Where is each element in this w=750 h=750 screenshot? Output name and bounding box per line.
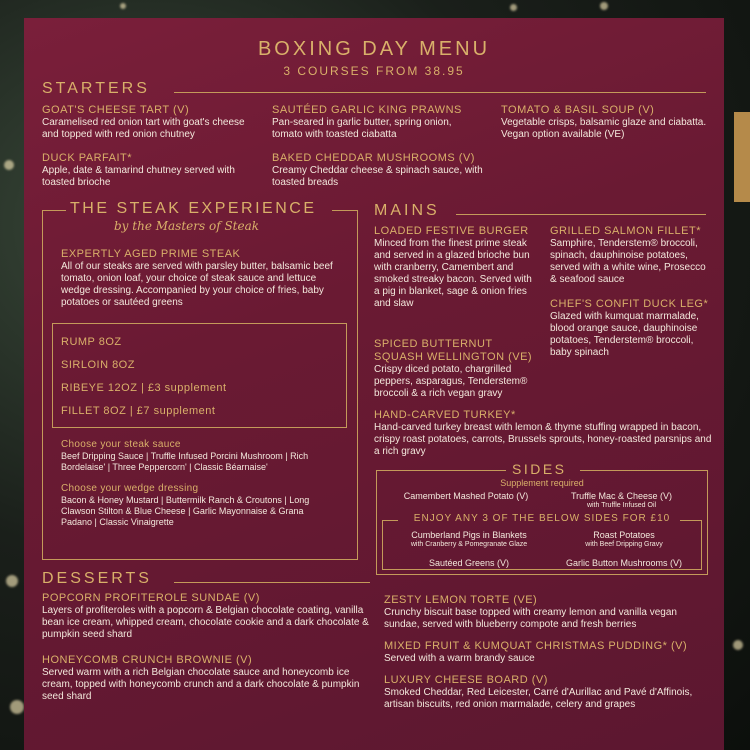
menu-title: BOXING DAY MENU <box>257 38 491 60</box>
mains-heading: MAINS <box>374 202 440 219</box>
dish-name: DUCK PARFAIT* <box>42 152 133 164</box>
steak-rule-left <box>42 210 66 211</box>
sides-offer: ENJOY ANY 3 OF THE BELOW SIDES FOR £10 <box>413 513 671 524</box>
dish-name: ZESTY LEMON TORTE (VE) <box>384 594 538 606</box>
steak-heading: THE STEAK EXPERIENCE <box>70 200 317 217</box>
starter-item <box>42 104 257 141</box>
main-item <box>550 225 710 286</box>
bokeh-light <box>4 160 14 170</box>
dessert-item <box>384 674 714 711</box>
menu-subtitle: 3 COURSES FROM 38.95 <box>283 64 465 78</box>
starter-item <box>501 104 713 141</box>
dish-name: CHEF'S CONFIT DUCK LEG* <box>550 298 709 310</box>
main-item <box>550 298 710 359</box>
starter-item <box>272 104 482 141</box>
dish-name: BAKED CHEDDAR MUSHROOMS (V) <box>272 152 475 164</box>
sauce-desc: Beef Dripping Sauce | Truffle Infused Porcini Mushroom | Rich Bordelaise' | Three Peppercorn' | Classic Béarnaise' <box>61 451 309 472</box>
dish-desc: Crispy diced potato, chargrilled peppers, asparagus, Tenderstem® broccoli & a rich vegan gravy <box>374 364 528 399</box>
steak-cut: RIBEYE 12OZ | £3 supplement <box>61 382 227 394</box>
mains-rule <box>456 214 706 215</box>
side-item <box>544 491 699 511</box>
dish-desc: All of our steaks are served with parsley butter, balsamic beef tomato, onion loaf, your choice of steak sauce and lettuce wedge dressing. Accompanied by your choice of fries, baby potatoes or sautéed greens <box>61 261 333 308</box>
dish-name: SPICED BUTTERNUT SQUASH WELLINGTON (VE) <box>374 338 533 363</box>
menu-card <box>24 18 724 750</box>
bokeh-light <box>733 640 743 650</box>
side-item <box>549 558 699 568</box>
bokeh-light <box>600 2 608 10</box>
dish-name: POPCORN PROFITEROLE SUNDAE (V) <box>42 592 260 604</box>
dessert-item <box>42 654 372 703</box>
main-item <box>374 409 714 458</box>
starter-item <box>42 152 242 189</box>
side-name: Roast Potatoes <box>593 530 655 540</box>
dish-desc: Crunchy biscuit base topped with creamy lemon and vanilla vegan sundae, served with blueberry compote and fresh berries <box>384 607 677 630</box>
dish-desc: Hand-carved turkey breast with lemon & thyme stuffing wrapped in bacon, crispy roast potatoes, carrots, Brussels sprouts, honey-roasted parsnips and a rich gravy <box>374 422 712 457</box>
dish-desc: Apple, date & tamarind chutney served with toasted brioche <box>42 165 235 188</box>
steak-item <box>61 248 346 309</box>
side-item <box>389 530 549 550</box>
dish-desc: Minced from the finest prime steak and served in a glazed brioche bun with cranberry, Camembert and smoked streaky bacon. Served with a pig in blanket, sage & onion fries and slaw <box>374 238 532 309</box>
dish-name: GRILLED SALMON FILLET* <box>550 225 701 237</box>
steak-cut: FILLET 8OZ | £7 supplement <box>61 405 216 417</box>
dessert-item <box>384 594 714 631</box>
dish-desc: Creamy Cheddar cheese & spinach sauce, with toasted breads <box>272 165 483 188</box>
bokeh-light <box>10 700 24 714</box>
dish-desc: Glazed with kumquat marmalade, blood orange sauce, dauphinoise potatoes, Tenderstem® broccoli, baby spinach <box>550 311 699 358</box>
side-name: Truffle Mac & Cheese (V) <box>570 491 673 501</box>
dish-name: MIXED FRUIT & KUMQUAT CHRISTMAS PUDDING* (V) <box>384 640 688 652</box>
bokeh-light <box>510 4 517 11</box>
side-name: Cumberland Pigs in Blankets <box>411 530 527 540</box>
steak-cut: SIRLOIN 8OZ <box>61 359 135 371</box>
side-sub: with Cranberry & Pomegranate Glaze <box>410 541 528 548</box>
dish-name: EXPERTLY AGED PRIME STEAK <box>61 248 241 260</box>
starters-rule <box>174 92 706 93</box>
side-sub: with Beef Dripping Gravy <box>585 541 663 548</box>
dish-desc: Served warm with a rich Belgian chocolate sauce and honeycomb ice cream, topped with honeycomb crunch and a dark chocolate & pumpkin seed shard <box>42 667 360 702</box>
main-item <box>374 338 534 400</box>
steak-rule-right <box>332 210 358 211</box>
side-sub: with Truffle Infused Oil <box>586 502 657 509</box>
sides-rule-right <box>580 470 708 471</box>
dish-desc: Pan-seared in garlic butter, spring onion, tomato with toasted ciabatta <box>272 117 452 140</box>
side-name: Camembert Mashed Potato (V) <box>403 491 529 501</box>
dish-desc: Caramelised red onion tart with goat's cheese and topped with red onion chutney <box>42 117 245 140</box>
side-item <box>389 558 549 568</box>
dressing-desc: Bacon & Honey Mustard | Buttermilk Ranch & Croutons | Long Clawson Stilton & Blue Cheese | Garlic Mayonnaise & Grana Padano | Classic Vinaigrette <box>61 495 310 527</box>
dish-name: GOAT'S CHEESE TART (V) <box>42 104 190 116</box>
side-item <box>386 491 546 501</box>
dish-desc: Served with a warm brandy sauce <box>384 653 535 664</box>
steak-cut: RUMP 8OZ <box>61 336 122 348</box>
sides-heading: SIDES <box>512 461 567 477</box>
dish-desc: Smoked Cheddar, Red Leicester, Carré d'Aurillac and Pavé d'Affinois, artisan biscuits, red onion marmalade, celery and grapes <box>384 687 693 710</box>
dessert-item <box>42 592 372 641</box>
desserts-rule <box>174 582 370 583</box>
starters-heading: STARTERS <box>42 80 150 97</box>
dish-desc: Samphire, Tenderstem® broccoli, spinach, dauphinoise potatoes, served with a white wine, Prosecco & seafood sauce <box>550 238 706 285</box>
bokeh-light <box>120 3 126 9</box>
dessert-item <box>384 640 714 665</box>
dish-name: LOADED FESTIVE BURGER <box>374 225 529 237</box>
steak-script: by the Masters of Steak <box>114 219 260 233</box>
sides-rule-left <box>376 470 506 471</box>
side-name: Garlic Button Mushrooms (V) <box>565 558 683 568</box>
sides-note: Supplement required <box>500 478 584 488</box>
side-name: Sautéed Greens (V) <box>428 558 510 568</box>
dish-desc: Vegetable crisps, balsamic glaze and ciabatta. Vegan option available (VE) <box>501 117 707 140</box>
dish-name: LUXURY CHEESE BOARD (V) <box>384 674 548 686</box>
dressing-heading: Choose your wedge dressing <box>61 483 199 494</box>
gold-accent <box>734 112 750 202</box>
desserts-heading: DESSERTS <box>42 570 152 587</box>
dish-desc: Layers of profiteroles with a popcorn & Belgian chocolate coating, vanilla bean ice cream, whipped cream, chocolate cookie and a dark chocolate & pumpkin seed shard <box>42 605 369 640</box>
bokeh-light <box>6 575 18 587</box>
main-item <box>374 225 539 310</box>
side-item <box>549 530 699 550</box>
dish-name: TOMATO & BASIL SOUP (V) <box>501 104 655 116</box>
sauce-heading: Choose your steak sauce <box>61 439 181 450</box>
dish-name: SAUTÉED GARLIC KING PRAWNS <box>272 104 462 116</box>
dish-name: HONEYCOMB CRUNCH BROWNIE (V) <box>42 654 253 666</box>
dish-name: HAND-CARVED TURKEY* <box>374 409 516 421</box>
starter-item <box>272 152 487 189</box>
